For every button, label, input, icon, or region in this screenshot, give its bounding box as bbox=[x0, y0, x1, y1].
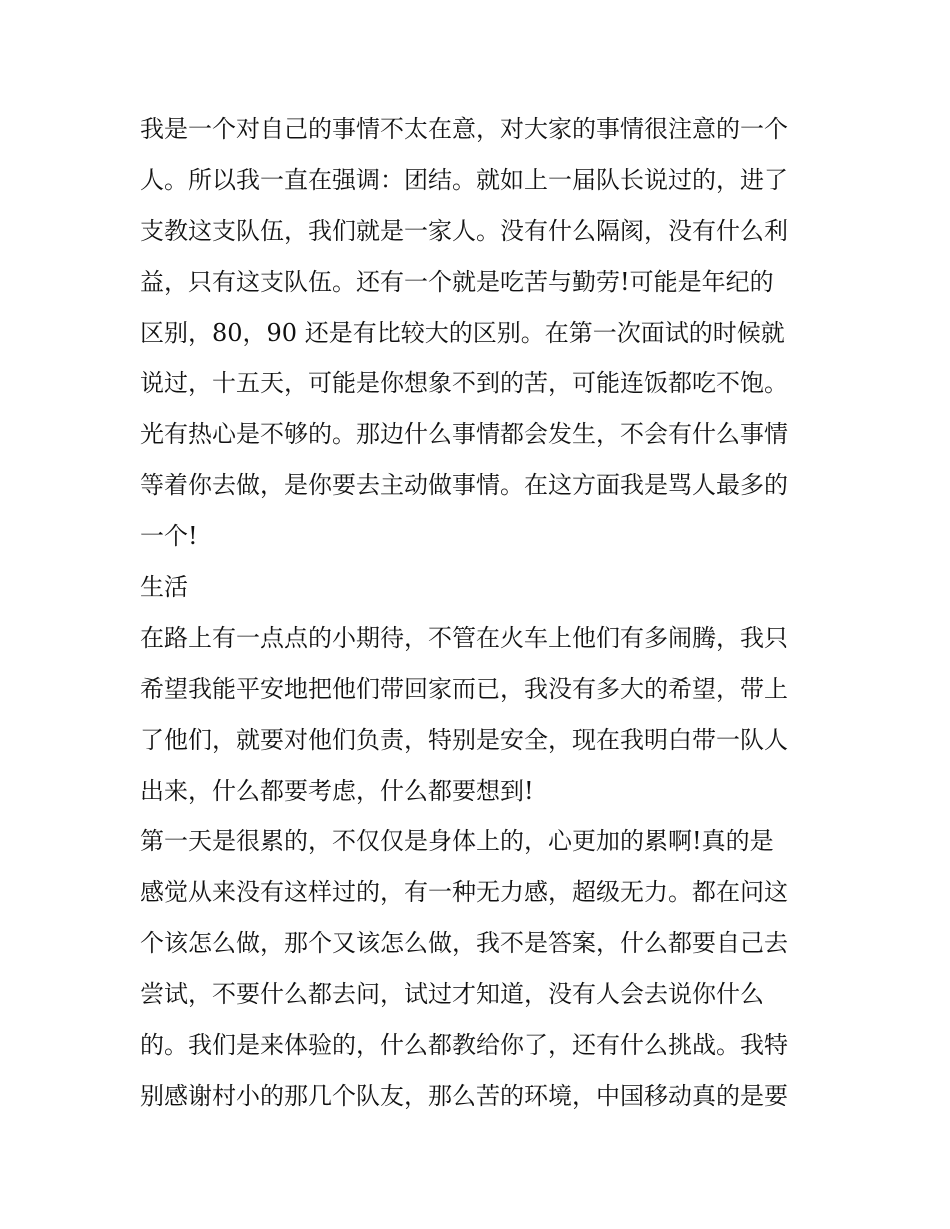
text-line: 的。我们是来体验的，什么都教给你了，还有什么挑战。我特 bbox=[140, 1031, 788, 1060]
text-line: 在路上有一点点的小期待，不管在火车上他们有多闹腾，我只 bbox=[140, 623, 788, 652]
text-line: 等着你去做，是你要去主动做事情。在这方面我是骂人最多的 bbox=[140, 471, 788, 500]
text-line: 支教这支队伍，我们就是一家人。没有什么隔阂，没有什么利 bbox=[140, 216, 788, 245]
text-line: 益，只有这支队伍。还有一个就是吃苦与勤劳!可能是年纪的 bbox=[140, 267, 774, 296]
text-line: 出来，什么都要考虑，什么都要想到! bbox=[140, 776, 534, 805]
document-body bbox=[140, 104, 820, 1122]
text-line: 人。所以我一直在强调：团结。就如上一届队长说过的，进了 bbox=[140, 165, 788, 194]
text-line: 尝试，不要什么都去问，试过才知道，没有人会去说你什么 bbox=[140, 980, 764, 1009]
text-line: 说过，十五天，可能是你想象不到的苦，可能连饭都吃不饱。 bbox=[140, 369, 788, 398]
text-line: 感觉从来没有这样过的，有一种无力感，超级无力。都在问这 bbox=[140, 878, 788, 907]
text-line: 一个! bbox=[140, 522, 198, 551]
text-line: 区别，80，90 还是有比较大的区别。在第一次面试的时候就 bbox=[140, 318, 785, 347]
text-line: 了他们，就要对他们负责，特别是安全，现在我明白带一队人 bbox=[140, 725, 788, 754]
text-line: 个该怎么做，那个又该怎么做，我不是答案，什么都要自己去 bbox=[140, 929, 788, 958]
text-line: 别感谢村小的那几个队友，那么苦的环境，中国移动真的是要 bbox=[140, 1081, 788, 1110]
text-line: 希望我能平安地把他们带回家而已，我没有多大的希望，带上 bbox=[140, 674, 788, 703]
text-line: 我是一个对自己的事情不太在意，对大家的事情很注意的一个 bbox=[140, 115, 788, 143]
section-heading: 生活 bbox=[140, 573, 188, 602]
text-line: 光有热心是不够的。那边什么事情都会发生，不会有什么事情 bbox=[140, 420, 788, 449]
text-line: 第一天是很累的，不仅仅是身体上的，心更加的累啊!真的是 bbox=[140, 827, 774, 856]
